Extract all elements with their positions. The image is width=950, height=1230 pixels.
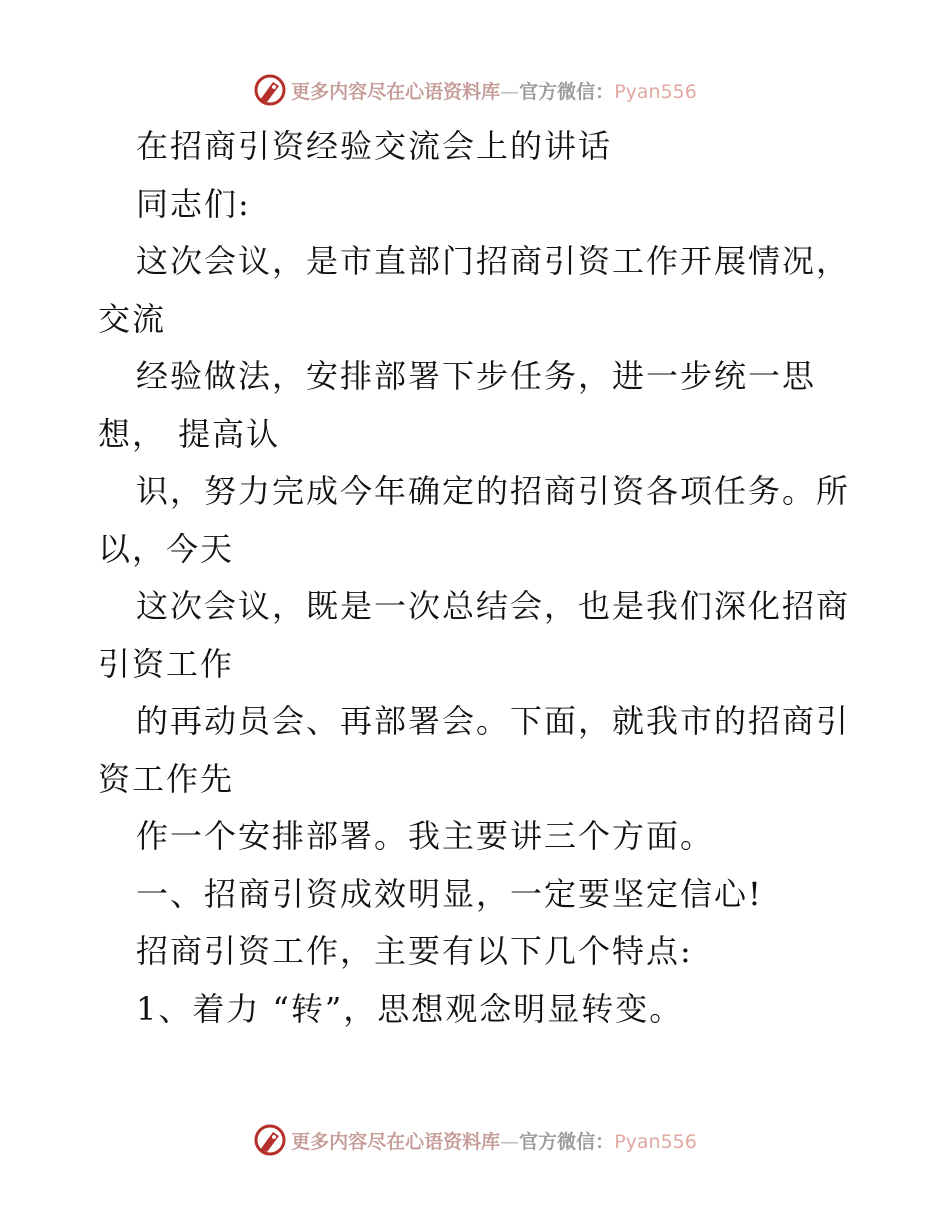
paragraph-line: 识，努力完成今年确定的招商引资各项任务。所 — [136, 472, 851, 510]
paragraph-line: 这次会议，既是一次总结会，也是我们深化招商 — [136, 587, 851, 625]
paragraph-line: 交流 — [98, 299, 167, 338]
watermark-text — [291, 1127, 697, 1154]
paragraph-line: 以，今天 — [98, 529, 235, 568]
paragraph-line: 经验做法，安排部署下步任务，进一步统一思 — [136, 357, 817, 395]
paragraph-line: 同志们: — [136, 184, 251, 223]
watermark-separator: — — [500, 80, 520, 103]
footer-watermark — [0, 1120, 950, 1160]
paragraph-line: 引资工作 — [98, 644, 235, 683]
watermark-wechat-label: 官方微信： — [519, 1130, 615, 1153]
paragraph-line: 在招商引资经验交流会上的讲话 — [136, 127, 613, 165]
paragraph-line: 1、着力 “转”，思想观念明显转变。 — [136, 989, 684, 1028]
watermark-brand: 更多内容尽在心语资料库 — [291, 80, 501, 103]
paragraph-line: 招商引资工作，主要有以下几个特点: — [136, 932, 693, 970]
paragraph-line: 想， 提高认 — [98, 414, 281, 453]
document-body — [98, 118, 858, 1038]
watermark-wechat-id: Pyan556 — [614, 1130, 697, 1153]
watermark-brand: 更多内容尽在心语资料库 — [291, 1130, 501, 1153]
watermark-separator: — — [500, 1130, 520, 1153]
paragraph-line: 资工作先 — [98, 759, 235, 798]
paragraph-line: 作一个安排部署。我主要讲三个方面。 — [136, 817, 715, 855]
watermark-text — [291, 77, 697, 104]
paragraph-line: 一、招商引资成效明显，一定要坚定信心! — [136, 874, 763, 913]
header-watermark — [0, 70, 950, 110]
pen-nib-circle-icon — [253, 73, 287, 107]
paragraph-line: 这次会议，是市直部门招商引资工作开展情况， — [136, 242, 851, 280]
watermark-wechat-label: 官方微信： — [519, 80, 615, 103]
watermark-wechat-id: Pyan556 — [614, 80, 697, 103]
paragraph-line: 的再动员会、再部署会。下面，就我市的招商引 — [136, 702, 851, 740]
pen-nib-circle-icon — [253, 1123, 287, 1157]
